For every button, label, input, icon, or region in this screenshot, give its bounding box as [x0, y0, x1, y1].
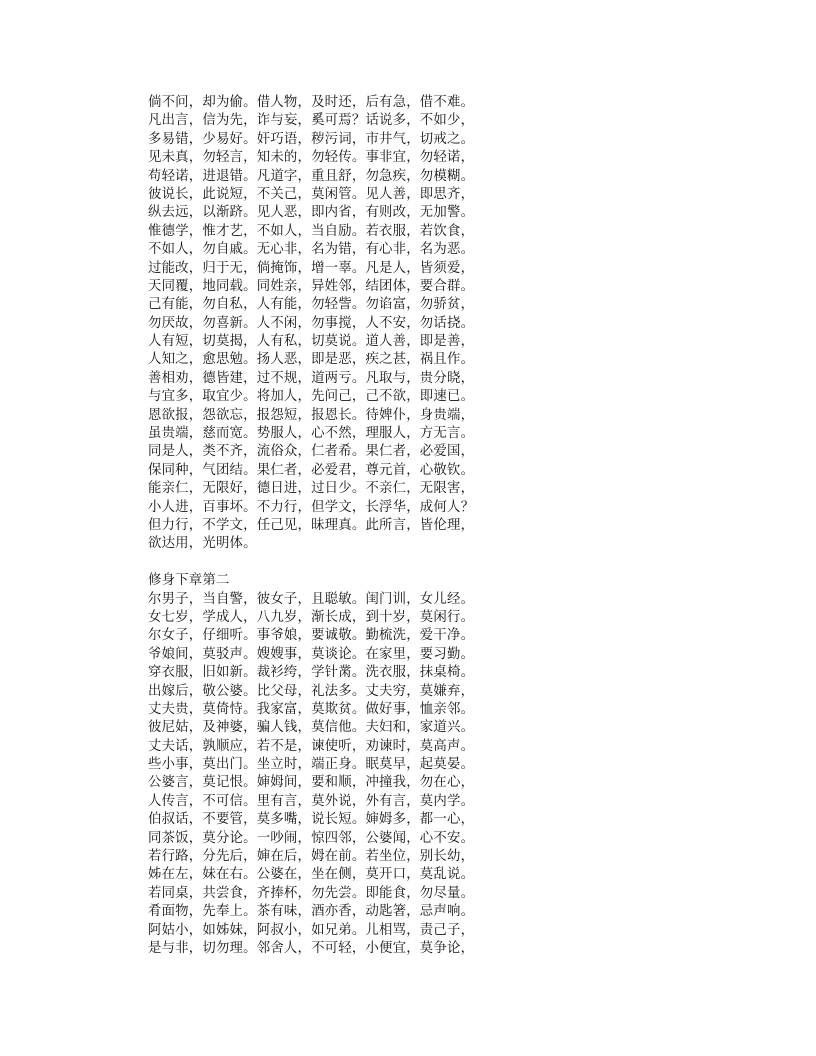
text-line: 丈夫话，孰顺应，若不是，谏使听，劝谏时，莫高声。	[148, 738, 475, 754]
text-block-part1	[148, 94, 488, 554]
text-line: 伯叔话，不要管，莫多嘴，说长短。婶姆多，都一心，	[148, 812, 475, 828]
text-line: 苟轻诺，进退错。凡道字，重且舒，勿急疾，勿模糊。	[148, 168, 475, 184]
text-line: 尔女子，仔细听。事爷娘，要诚敬。勤梳洗，爱干净。	[148, 628, 475, 644]
text-line: 小人进，百事坏。不力行，但学文，长浮华，成何人？	[148, 499, 475, 515]
text-line: 同茶饭，莫分论。一吵闹，惊四邻，公婆闻，心不安。	[148, 830, 475, 846]
text-line: 穿衣服，旧如新。裁衫绔，学针黹。洗衣服，抹桌椅。	[148, 665, 475, 681]
text-line: 爷娘间，莫驳声。嫂嫂事，莫谈论。在家里，要习勤。	[148, 646, 475, 662]
text-line: 但力行，不学文，任己见，昧理真。此所言，皆伦理，	[148, 517, 475, 533]
document-page	[148, 94, 488, 958]
text-line: 若同桌，共尝食，齐捧杯，勿先尝。即能食，勿尽量。	[148, 885, 475, 901]
section-title: 修身下章第二	[148, 573, 230, 589]
text-line: 能亲仁，无限好，德日进，过日少。不亲仁，无限害，	[148, 481, 475, 497]
text-block-section2	[148, 591, 488, 959]
text-line: 凡出言，信为先，诈与妄，奚可焉？话说多，不如少，	[148, 113, 475, 129]
text-line: 丈夫贵，莫倚恃。我家富，莫欺贫。做好事，恤亲邻。	[148, 701, 475, 717]
text-line: 些小事，莫出门。坐立时，端正身。眠莫早，起莫晏。	[148, 757, 475, 773]
text-line: 天同覆，地同载。同姓亲，异姓邻，结团体，要合群。	[148, 278, 475, 294]
text-line: 女七岁，学成人，八九岁，渐长成，到十岁，莫闲行。	[148, 609, 475, 625]
text-line: 出嫁后，敬公婆。比父母，礼法多。丈夫穷，莫嫌弃，	[148, 683, 475, 699]
text-line: 是与非，切勿理。邻舍人，不可轻，小便宜，莫争论，	[148, 940, 475, 956]
text-line: 人传言，不可信。里有言，莫外说，外有言，莫内学。	[148, 793, 475, 809]
text-line: 彼尼姑，及神婆，骗人钱，莫信他。夫妇和，家道兴。	[148, 720, 475, 736]
text-line: 见未真，勿轻言，知未的，勿轻传。事非宜，勿轻诺，	[148, 150, 475, 166]
text-line: 人有短，切莫揭，人有私，切莫说。道人善，即是善，	[148, 334, 475, 350]
text-line: 若行路，分先后，婶在后，姆在前。若坐位，别长幼，	[148, 849, 475, 865]
text-line: 惟德学，惟才艺，不如人，当自励。若衣服，若饮食，	[148, 223, 475, 239]
text-line: 阿姑小，如姊妹，阿叔小，如兄弟。儿相骂，责己子，	[148, 922, 475, 938]
text-line: 虽贵端，慈而宽。势服人，心不然，理服人，方无言。	[148, 426, 475, 442]
text-line: 公婆言，莫记恨。婶姆间，要和顺，冲撞我，勿在心，	[148, 775, 475, 791]
text-line: 姊在左，妹在右。公婆在，坐在侧，莫开口，莫乱说。	[148, 867, 475, 883]
text-line: 己有能，勿自私，人有能，勿轻訾。勿谄富，勿骄贫，	[148, 297, 475, 313]
text-line: 保同种，气团结。果仁者，必爱君，尊元首，心敬钦。	[148, 462, 475, 478]
text-line: 恩欲报，怨欲忘，报怨短，报恩长。待婢仆，身贵端，	[148, 407, 475, 423]
text-line: 同是人，类不齐，流俗众，仁者希。果仁者，必爱国，	[148, 444, 475, 460]
text-line: 过能改，归于无，倘掩饰，增一辜。凡是人，皆须爱，	[148, 260, 475, 276]
text-line: 倘不问，却为偷。借人物，及时还，后有急，借不难。	[148, 95, 475, 110]
text-line: 欲达用，光明体。	[148, 536, 257, 552]
text-line: 纵去远，以渐跻。见人恶，即内省，有则改，无加警。	[148, 205, 475, 221]
text-line: 善相劝，德皆建，过不规，道两亏。凡取与，贵分晓，	[148, 370, 475, 386]
text-line: 与宜多，取宜少。将加人，先问己，己不欲，即速已。	[148, 389, 475, 405]
text-line: 不如人，勿自戚。无心非，名为错，有心非，名为恶。	[148, 242, 475, 258]
text-line: 多易错，少易好。奸巧语，秽污词，市井气，切戒之。	[148, 131, 475, 147]
text-line: 勿厌故，勿喜新。人不闲，勿事搅，人不安，勿话挠。	[148, 315, 475, 331]
blank-line	[148, 554, 488, 572]
text-line: 肴面物，先奉上。茶有味，酒亦香，动匙箸，忌声响。	[148, 904, 475, 920]
text-line: 尔男子，当自警，彼女子，且聪敏。闺门训，女儿经。	[148, 591, 475, 607]
text-line: 彼说长，此说短，不关己，莫闲管。见人善，即思齐，	[148, 186, 475, 202]
text-line: 人知之，愈思勉。扬人恶，即是恶，疾之甚，祸且作。	[148, 352, 475, 368]
